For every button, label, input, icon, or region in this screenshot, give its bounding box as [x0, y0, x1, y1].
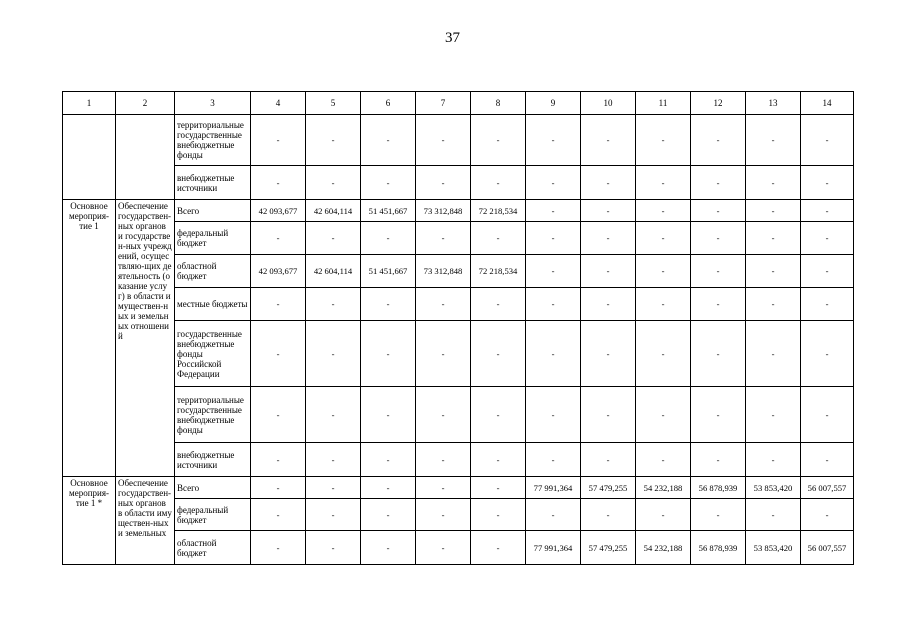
value-cell: - [526, 321, 581, 387]
value-cell: - [801, 321, 854, 387]
value-cell: 57 479,255 [581, 531, 636, 565]
value-cell: - [416, 115, 471, 166]
funding-source-cell: областной бюджет [175, 255, 251, 288]
table-row [63, 288, 854, 321]
value-cell: - [251, 387, 306, 443]
value-cell: - [361, 499, 416, 531]
value-cell: - [581, 222, 636, 255]
description-cell: Обеспечение государствен-ных органов в области имуществен-ных и земельных [116, 477, 175, 565]
value-cell: - [801, 222, 854, 255]
value-cell: - [471, 499, 526, 531]
value-cell: - [471, 477, 526, 499]
value-cell: - [581, 255, 636, 288]
value-cell: - [581, 115, 636, 166]
value-cell: - [801, 499, 854, 531]
funding-source-cell: территориальные государственные внебюджетные фонды [175, 387, 251, 443]
value-cell: - [526, 115, 581, 166]
value-cell: - [361, 222, 416, 255]
value-cell: - [636, 499, 691, 531]
value-cell: - [251, 166, 306, 200]
value-cell: - [636, 222, 691, 255]
value-cell: 73 312,848 [416, 200, 471, 222]
funding-table [62, 91, 854, 565]
measure-cell: Основное мероприя-тие 1 * [63, 477, 116, 565]
column-number-header: 2 [116, 92, 175, 115]
column-number-header: 11 [636, 92, 691, 115]
value-cell: - [801, 255, 854, 288]
value-cell: - [361, 443, 416, 477]
value-cell: 77 991,364 [526, 531, 581, 565]
value-cell: - [471, 387, 526, 443]
value-cell: - [416, 443, 471, 477]
value-cell: - [416, 531, 471, 565]
value-cell: - [306, 166, 361, 200]
value-cell: - [471, 115, 526, 166]
value-cell: - [251, 321, 306, 387]
value-cell: - [361, 387, 416, 443]
value-cell: - [471, 443, 526, 477]
value-cell: 56 007,557 [801, 531, 854, 565]
value-cell: - [526, 200, 581, 222]
column-number-header: 12 [691, 92, 746, 115]
value-cell: - [746, 200, 801, 222]
value-cell: 53 853,420 [746, 531, 801, 565]
table-row [63, 531, 854, 565]
value-cell: - [361, 115, 416, 166]
value-cell: - [801, 166, 854, 200]
value-cell: - [471, 222, 526, 255]
value-cell: 42 093,677 [251, 255, 306, 288]
funding-source-cell: внебюджетные источники [175, 443, 251, 477]
funding-source-cell: Всего [175, 477, 251, 499]
value-cell: - [636, 200, 691, 222]
value-cell: 57 479,255 [581, 477, 636, 499]
value-cell: - [251, 222, 306, 255]
value-cell: - [581, 443, 636, 477]
value-cell: - [251, 115, 306, 166]
value-cell: - [691, 200, 746, 222]
value-cell: - [746, 255, 801, 288]
value-cell: - [636, 288, 691, 321]
value-cell: - [306, 387, 361, 443]
column-number-header: 1 [63, 92, 116, 115]
value-cell: - [416, 477, 471, 499]
table-row [63, 321, 854, 387]
value-cell: - [581, 321, 636, 387]
value-cell: - [801, 115, 854, 166]
value-cell: - [691, 443, 746, 477]
value-cell: - [306, 499, 361, 531]
value-cell: - [471, 531, 526, 565]
value-cell: - [801, 200, 854, 222]
table-row [63, 255, 854, 288]
table-row [63, 222, 854, 255]
column-number-header: 14 [801, 92, 854, 115]
value-cell: - [526, 255, 581, 288]
value-cell: - [746, 443, 801, 477]
value-cell: - [581, 200, 636, 222]
value-cell: 72 218,534 [471, 255, 526, 288]
measure-cell [63, 115, 116, 200]
funding-source-cell: федеральный бюджет [175, 222, 251, 255]
value-cell: - [251, 477, 306, 499]
value-cell: - [746, 321, 801, 387]
value-cell: - [526, 222, 581, 255]
value-cell: - [746, 499, 801, 531]
value-cell: - [471, 321, 526, 387]
value-cell: - [746, 222, 801, 255]
description-cell: Обеспечение государствен-ных органов и государствен-ных учреждений, осуществляю-щих деятельность (оказание услуг) в области имуществен-ных и земельных отношений [116, 200, 175, 477]
value-cell: - [581, 387, 636, 443]
value-cell: - [526, 499, 581, 531]
value-cell: - [636, 443, 691, 477]
value-cell: 54 232,188 [636, 531, 691, 565]
value-cell: - [526, 288, 581, 321]
value-cell: - [306, 443, 361, 477]
value-cell: - [306, 531, 361, 565]
value-cell: - [361, 321, 416, 387]
value-cell: - [526, 443, 581, 477]
value-cell: - [636, 255, 691, 288]
value-cell: - [691, 288, 746, 321]
column-number-header: 7 [416, 92, 471, 115]
description-cell [116, 115, 175, 200]
funding-source-cell: государственные внебюджетные фонды Российской Федерации [175, 321, 251, 387]
value-cell: - [691, 222, 746, 255]
funding-source-cell: внебюджетные источники [175, 166, 251, 200]
value-cell: - [361, 531, 416, 565]
value-cell: - [416, 288, 471, 321]
page-number: 37 [445, 30, 460, 46]
value-cell: - [581, 499, 636, 531]
value-cell: - [746, 288, 801, 321]
value-cell: 42 604,114 [306, 255, 361, 288]
value-cell: - [416, 321, 471, 387]
column-number-header: 9 [526, 92, 581, 115]
column-number-header: 6 [361, 92, 416, 115]
value-cell: 54 232,188 [636, 477, 691, 499]
column-number-header: 8 [471, 92, 526, 115]
value-cell: - [746, 115, 801, 166]
value-cell: - [306, 321, 361, 387]
value-cell: - [691, 255, 746, 288]
value-cell: - [746, 166, 801, 200]
funding-source-cell: Всего [175, 200, 251, 222]
value-cell: - [526, 387, 581, 443]
value-cell: - [581, 166, 636, 200]
value-cell: - [361, 166, 416, 200]
table-row [63, 443, 854, 477]
value-cell: - [636, 166, 691, 200]
value-cell: - [801, 288, 854, 321]
value-cell: - [416, 166, 471, 200]
column-number-header: 13 [746, 92, 801, 115]
value-cell: 56 878,939 [691, 477, 746, 499]
funding-source-cell: местные бюджеты [175, 288, 251, 321]
value-cell: - [361, 288, 416, 321]
value-cell: - [361, 477, 416, 499]
value-cell: - [801, 387, 854, 443]
value-cell: - [471, 288, 526, 321]
value-cell: 53 853,420 [746, 477, 801, 499]
value-cell: - [526, 166, 581, 200]
value-cell: - [306, 288, 361, 321]
table-row [63, 477, 854, 499]
column-number-header: 3 [175, 92, 251, 115]
funding-source-cell: областной бюджет [175, 531, 251, 565]
value-cell: 73 312,848 [416, 255, 471, 288]
table-row [63, 387, 854, 443]
value-cell: 51 451,667 [361, 255, 416, 288]
value-cell: - [306, 222, 361, 255]
value-cell: - [416, 387, 471, 443]
value-cell: 72 218,534 [471, 200, 526, 222]
value-cell: - [691, 115, 746, 166]
value-cell: 77 991,364 [526, 477, 581, 499]
value-cell: - [636, 321, 691, 387]
measure-cell: Основное мероприя-тие 1 [63, 200, 116, 477]
table-row [63, 499, 854, 531]
value-cell: 42 604,114 [306, 200, 361, 222]
value-cell: - [636, 115, 691, 166]
value-cell: 56 878,939 [691, 531, 746, 565]
value-cell: - [251, 531, 306, 565]
value-cell: - [691, 321, 746, 387]
value-cell: - [416, 222, 471, 255]
value-cell: - [471, 166, 526, 200]
value-cell: - [416, 499, 471, 531]
column-number-header: 4 [251, 92, 306, 115]
value-cell: - [691, 499, 746, 531]
value-cell: - [251, 288, 306, 321]
value-cell: 42 093,677 [251, 200, 306, 222]
table-row [63, 166, 854, 200]
value-cell: - [801, 443, 854, 477]
funding-source-cell: федеральный бюджет [175, 499, 251, 531]
value-cell: 56 007,557 [801, 477, 854, 499]
table-row [63, 200, 854, 222]
value-cell: - [691, 387, 746, 443]
value-cell: 51 451,667 [361, 200, 416, 222]
table-row [63, 115, 854, 166]
column-number-header: 5 [306, 92, 361, 115]
value-cell: - [251, 443, 306, 477]
table-body [63, 115, 854, 565]
value-cell: - [581, 288, 636, 321]
value-cell: - [636, 387, 691, 443]
value-cell: - [691, 166, 746, 200]
funding-source-cell: территориальные государственные внебюджетные фонды [175, 115, 251, 166]
column-number-header: 10 [581, 92, 636, 115]
value-cell: - [746, 387, 801, 443]
column-number-row [63, 92, 854, 115]
value-cell: - [306, 115, 361, 166]
value-cell: - [251, 499, 306, 531]
value-cell: - [306, 477, 361, 499]
